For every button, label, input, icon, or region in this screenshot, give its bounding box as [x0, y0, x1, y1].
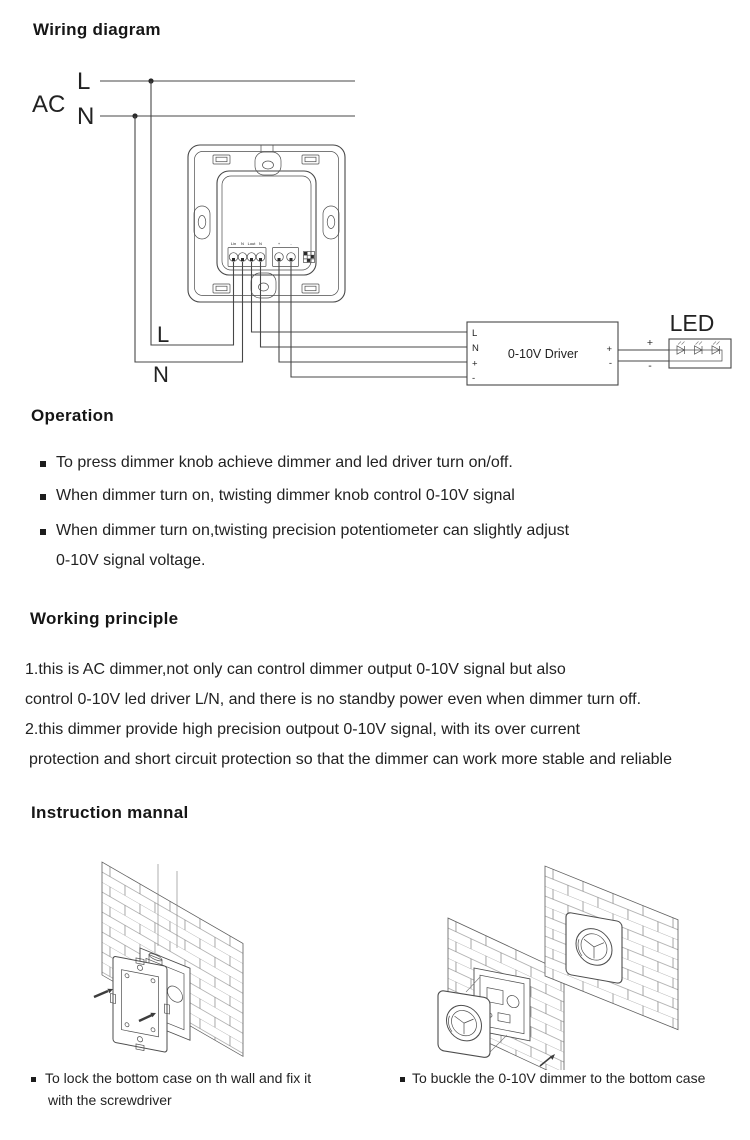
svg-text:Lin: Lin — [230, 241, 237, 246]
svg-text:N: N — [241, 241, 244, 246]
install-step-2-illustration — [438, 866, 678, 1070]
fixing-tabs — [194, 152, 339, 298]
out-live-label: L — [157, 322, 170, 347]
ac-label: AC — [32, 91, 66, 118]
driver-out-minus: - — [608, 358, 612, 369]
driver-out-plus: + — [606, 344, 612, 355]
install-step-1-illustration — [94, 862, 243, 1056]
terminal-block-right — [273, 248, 299, 267]
driver-name: 0-10V Driver — [507, 347, 579, 361]
operation-bullet-2: When dimmer turn on, twisting dimmer knob control 0-10V signal — [56, 487, 515, 504]
wire-live-in — [151, 81, 237, 345]
section-title-instruction-manual: Instruction mannal — [31, 803, 189, 822]
svg-text:Lout: Lout — [247, 241, 256, 246]
dimmer-module — [217, 171, 316, 275]
section-title-operation: Operation — [31, 406, 114, 425]
operation-bullet-3-line-2: 0-10V signal voltage. — [56, 552, 206, 569]
dimmer-faceplate — [438, 990, 490, 1058]
bullet-square-icon — [400, 1077, 405, 1082]
driver-in-minus: - — [472, 373, 476, 384]
driver-in-neutral: N — [472, 343, 479, 354]
bottom-case-frame — [111, 953, 170, 1055]
bullet-square-icon — [40, 461, 46, 467]
led-plus-label: + — [646, 337, 654, 349]
installed-dimmer — [566, 912, 622, 984]
section-title-working-principle: Working principle — [30, 609, 179, 628]
out-neutral-label: N — [153, 362, 169, 387]
neutral-label: N — [77, 103, 95, 130]
bullet-square-icon — [40, 529, 46, 535]
working-line-1: 1.this is AC dimmer,not only can control dimmer output 0-10V signal but also — [25, 661, 566, 678]
led-minus-label: - — [648, 360, 652, 372]
wire-live-out — [252, 262, 468, 332]
diode-symbols — [677, 342, 720, 355]
caption-step-1-line-1: To lock the bottom case on th wall and fix it — [45, 1070, 312, 1086]
bullet-square-icon — [40, 494, 46, 500]
terminal-labels — [231, 241, 293, 246]
caption-step-1-line-2: with the screwdriver — [48, 1092, 172, 1108]
dip-grid-icon — [304, 252, 315, 263]
working-line-3: 2.this dimmer provide high precision outpout 0-10V signal, with its over current — [25, 721, 580, 738]
live-label: L — [77, 68, 91, 95]
driver-in-live: L — [472, 328, 478, 339]
led-label: LED — [669, 310, 715, 336]
working-line-2: control 0-10V led driver L/N, and there is no standby power even when dimmer turn off. — [25, 691, 642, 708]
led-box — [669, 310, 731, 368]
wiring-diagram — [0, 0, 750, 405]
svg-text:N: N — [259, 241, 262, 246]
wire-signal-minus — [291, 262, 467, 377]
operation-bullet-3-line-1: When dimmer turn on,twisting precision potentiometer can slightly adjust — [56, 522, 570, 539]
bullet-square-icon — [31, 1077, 36, 1082]
dimmer-back-plate — [188, 145, 345, 302]
working-line-4: protection and short circuit protection so that the dimmer can work more stable and reliable — [29, 751, 672, 768]
driver-in-plus: + — [472, 358, 478, 370]
installation-illustrations — [0, 840, 750, 1070]
driver-box — [467, 322, 618, 385]
caption-step-2-line-1: To buckle the 0-10V dimmer to the bottom case — [412, 1070, 706, 1086]
section-title-wiring: Wiring diagram — [33, 20, 161, 39]
svg-text:-: - — [290, 241, 292, 246]
operation-bullet-1: To press dimmer knob achieve dimmer and led driver turn on/off. — [56, 454, 513, 471]
svg-text:+: + — [277, 241, 281, 246]
